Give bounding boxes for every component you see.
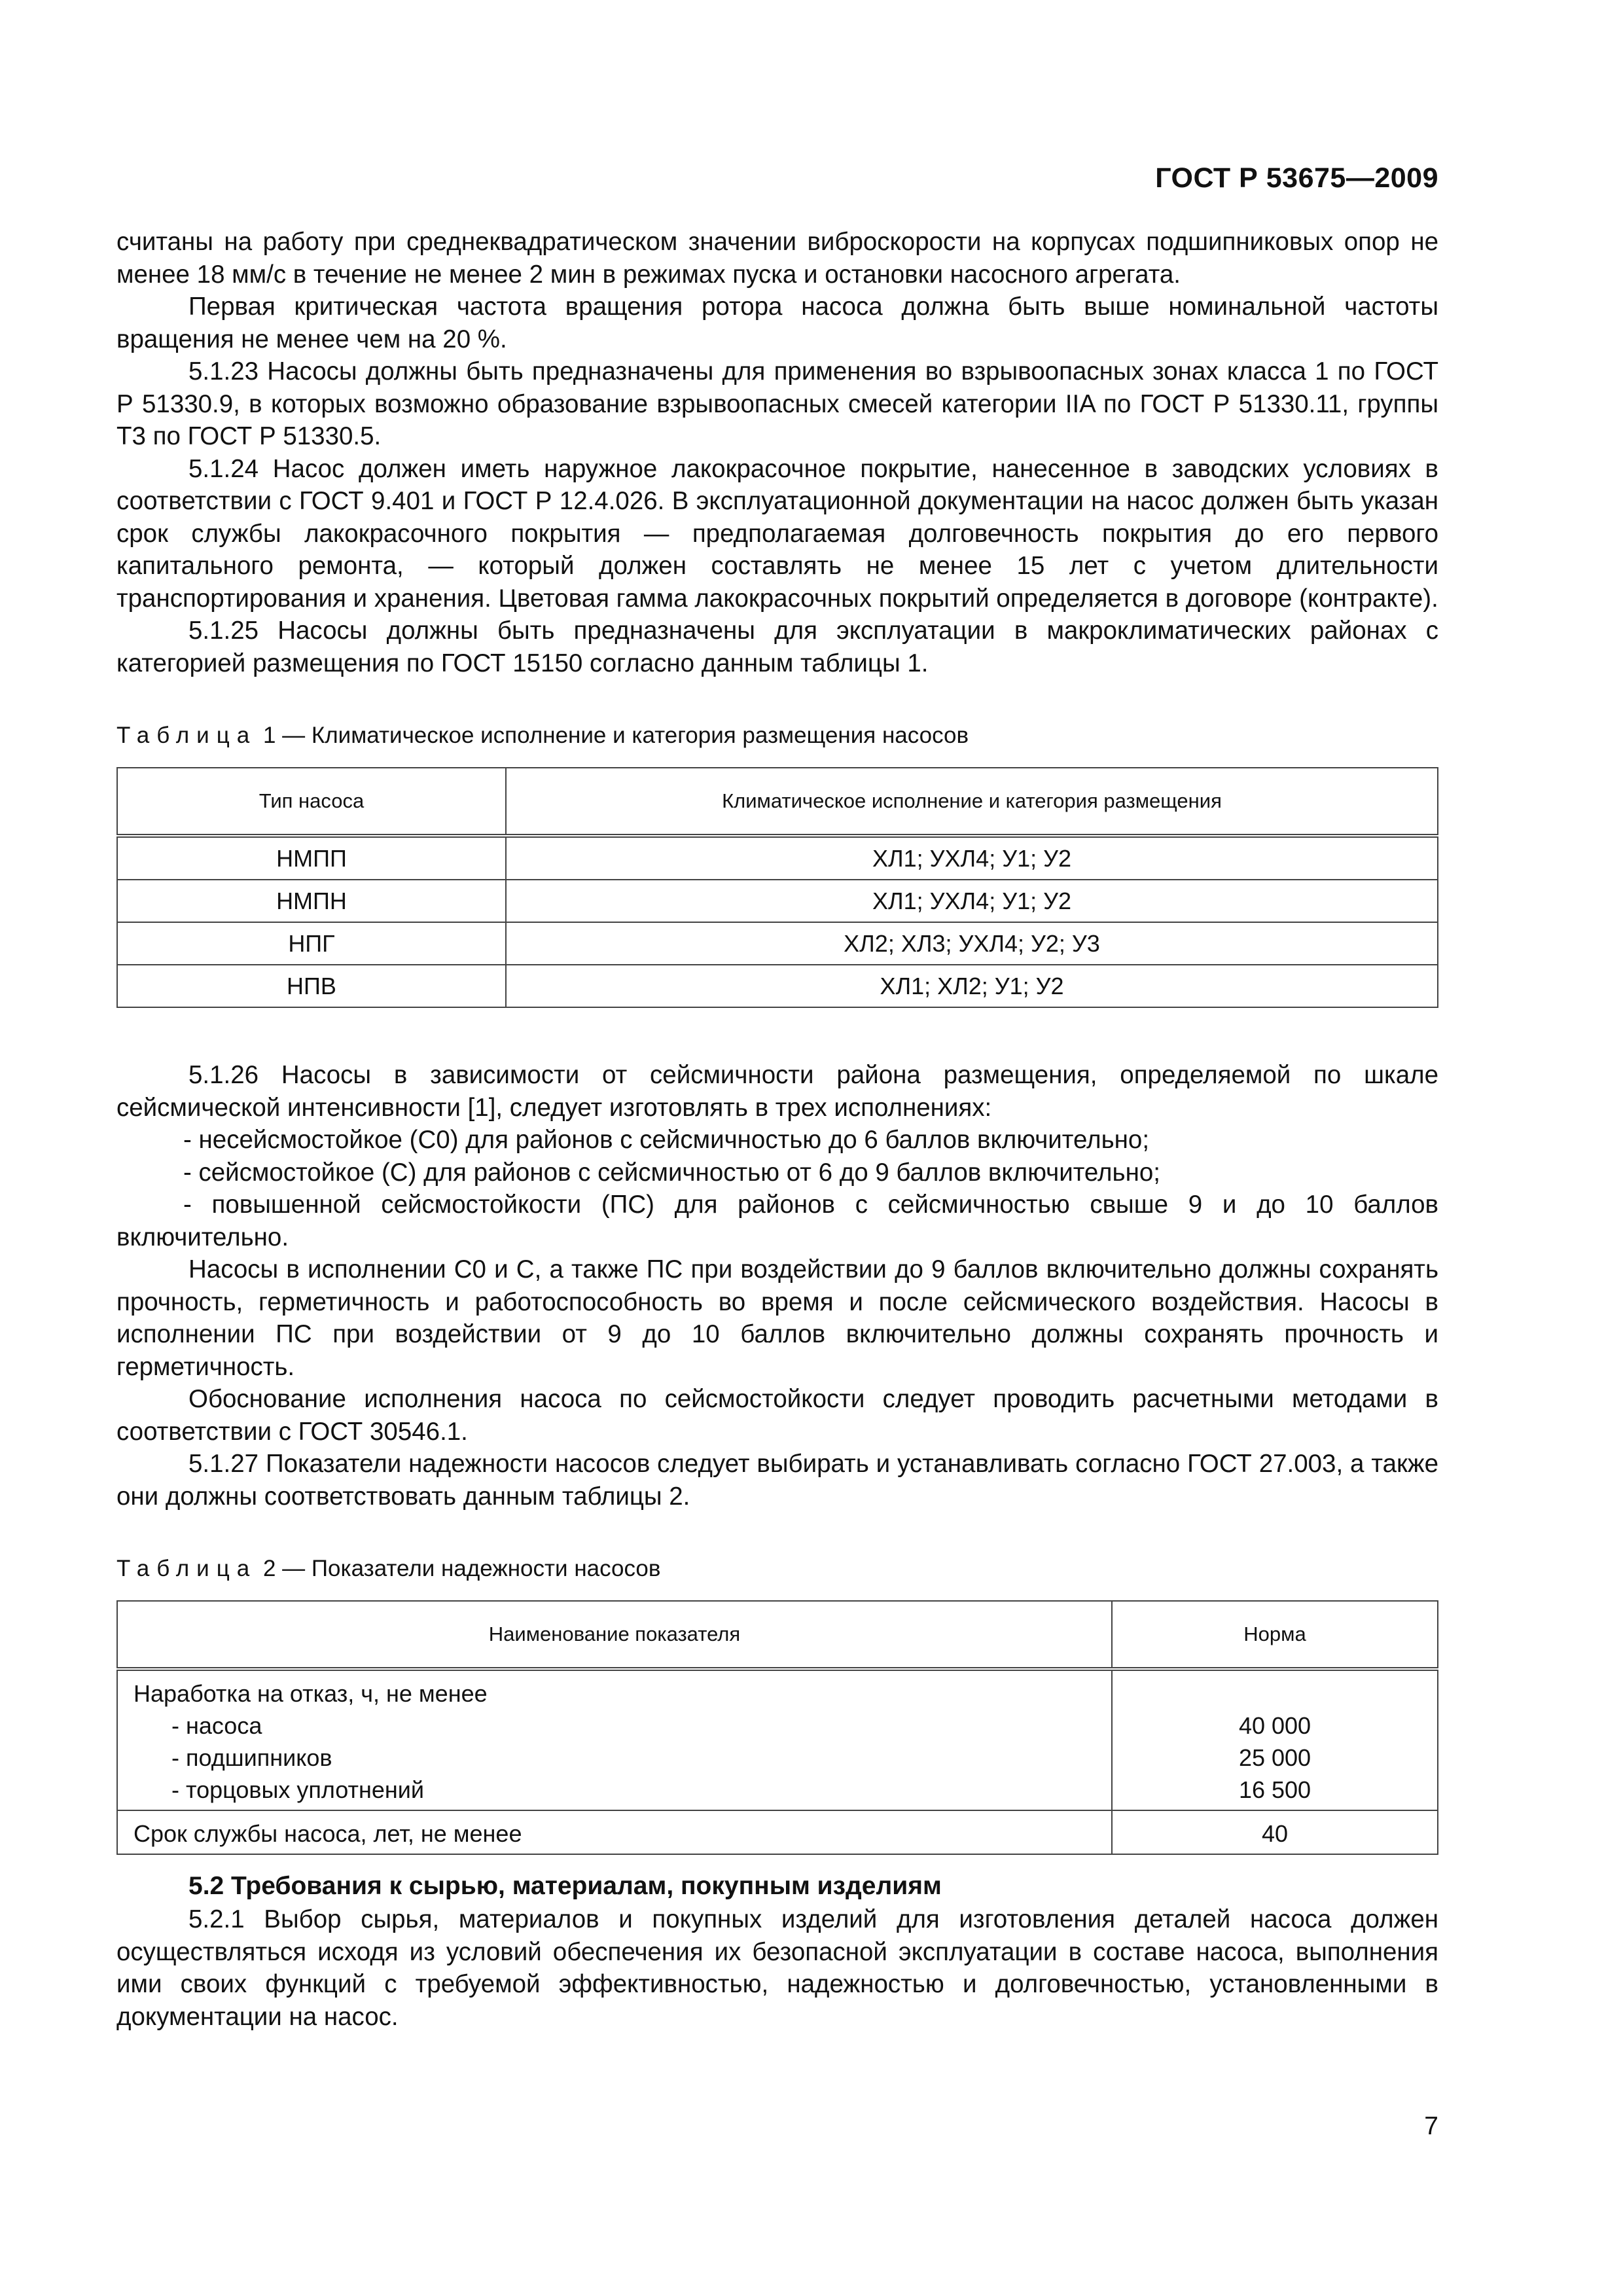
value: 16 500 [1238, 1776, 1311, 1803]
table-1-caption [116, 721, 1438, 750]
row-label: Наработка на отказ, ч, не менее [134, 1680, 488, 1707]
table-cell: ХЛ1; ХЛ2; У1; У2 [506, 965, 1438, 1007]
sub-item: - насоса [171, 1712, 262, 1739]
paragraph-5-1-23: 5.1.23 Насосы должны быть предназначены для применения во взрывоопасных зонах класса 1 по ГОСТ Р 51330.9, в которых возможно образование взрывоопасных смесей категории IIA по ГОСТ Р 51330.11, группы Т3 по ГОСТ Р 51330.5. [116, 357, 1438, 450]
table-row [117, 1810, 1438, 1854]
table-row [117, 836, 1438, 880]
table-2-caption [116, 1554, 1438, 1583]
sub-item: - подшипников [171, 1744, 332, 1771]
page-content [116, 226, 1438, 2033]
column-header-pump-type: Тип насоса [117, 768, 506, 836]
section-title: 5.2 Требования к сырью, материалам, покупным изделиям [188, 1872, 942, 1900]
value: 40 000 [1238, 1712, 1311, 1739]
table-cell: 40 [1112, 1810, 1438, 1854]
list-item: - сейсмостойкое (С) для районов с сейсмичностью от 6 до 9 баллов включительно; [183, 1158, 1160, 1187]
paragraph: Насосы в исполнении С0 и С, а также ПС при воздействии до 9 баллов включительно должны сохранять прочность, герметичность и работоспособность во время и после сейсмического воздействия. Насосы в исполнении ПС при воздействии от 9 до 10 баллов включительно должны сохранять прочность и герметичность. [116, 1255, 1438, 1381]
table-cell: ХЛ1; УХЛ4; У1; У2 [506, 836, 1438, 880]
table-1 [116, 767, 1438, 1008]
paragraph-5-1-25: 5.1.25 Насосы должны быть предназначены для эксплуатации в макроклиматических районах с категорией размещения по ГОСТ 15150 согласно данным таблицы 1. [116, 617, 1438, 677]
table-header-row [117, 768, 1438, 836]
list-item: - несейсмостойкое (С0) для районов с сейсмичностью до 6 баллов включительно; [183, 1126, 1150, 1154]
table-cell: НМПН [117, 880, 506, 922]
column-header-indicator: Наименование показателя [117, 1601, 1112, 1669]
table-cell: ХЛ1; УХЛ4; У1; У2 [506, 880, 1438, 922]
table-cell: ХЛ2; ХЛ3; УХЛ4; У2; У3 [506, 922, 1438, 965]
page-number: 7 [1424, 2112, 1438, 2140]
table-row [117, 965, 1438, 1007]
table-header-row [117, 1601, 1438, 1669]
table-cell: НПГ [117, 922, 506, 965]
table-cell [1112, 1669, 1438, 1810]
table-caption-word: Таблица [116, 1556, 257, 1581]
table-row [117, 922, 1438, 965]
paragraph-5-2-1: 5.2.1 Выбор сырья, материалов и покупных изделий для изготовления деталей насоса должен осуществляться исходя из условий обеспечения их безопасной эксплуатации в составе насоса, выполнения ими своих функций с требуемой эффективностью, надежностью и долговечностью, установленными в документации на насос. [116, 1905, 1438, 2031]
table-caption-text: 2 — Показатели надежности насосов [257, 1556, 661, 1581]
paragraph: Первая критическая частота вращения ротора насоса должна быть выше номинальной частоты вращения не менее чем на 20 %. [116, 293, 1438, 353]
paragraph: Обоснование исполнения насоса по сейсмостойкости следует проводить расчетными методами в соответствии с ГОСТ 30546.1. [116, 1385, 1438, 1446]
paragraph: считаны на работу при среднеквадратическом значении виброскорости на корпусах подшипниковых опор не менее 18 мм/с в течение не менее 2 мин в режимах пуска и остановки насосного агрегата. [116, 228, 1438, 289]
paragraph-5-1-27: 5.1.27 Показатели надежности насосов следует выбирать и устанавливать согласно ГОСТ 27.003, а также они должны соответствовать данным таблицы 2. [116, 1450, 1438, 1511]
table-cell [117, 1669, 1112, 1810]
table-caption-word: Таблица [116, 723, 257, 748]
column-header-norm: Норма [1112, 1601, 1438, 1669]
table-row [117, 1669, 1438, 1810]
table-cell: НМПП [117, 836, 506, 880]
column-header-climatic: Климатическое исполнение и категория размещения [506, 768, 1438, 836]
document-id-header: ГОСТ Р 53675—2009 [1155, 162, 1438, 194]
table-caption-text: 1 — Климатическое исполнение и категория размещения насосов [257, 723, 969, 748]
table-cell: Срок службы насоса, лет, не менее [117, 1810, 1112, 1854]
value: 25 000 [1238, 1744, 1311, 1771]
paragraph-5-1-26: 5.1.26 Насосы в зависимости от сейсмичности района размещения, определяемой по шкале сейсмической интенсивности [1], следует изготовлять в трех исполнениях: [116, 1061, 1438, 1122]
paragraph-5-1-24: 5.1.24 Насос должен иметь наружное лакокрасочное покрытие, нанесенное в заводских условиях в соответствии с ГОСТ 9.401 и ГОСТ Р 12.4.026. В эксплуатационной документации на насос должен быть указан срок службы лакокрасочного покрытия — предполагаемая долговечность покрытия до его первого капитального ремонта, — который должен составлять не менее 15 лет с учетом длительности транспортирования и хранения. Цветовая гамма лакокрасочных покрытий определяется в договоре (контракте). [116, 454, 1438, 613]
sub-item: - торцовых уплотнений [171, 1776, 424, 1803]
list-item: - повышенной сейсмостойкости (ПС) для районов с сейсмичностью свыше 9 и до 10 баллов включительно. [116, 1191, 1438, 1251]
table-row [117, 880, 1438, 922]
table-2 [116, 1600, 1438, 1855]
table-cell: НПВ [117, 965, 506, 1007]
